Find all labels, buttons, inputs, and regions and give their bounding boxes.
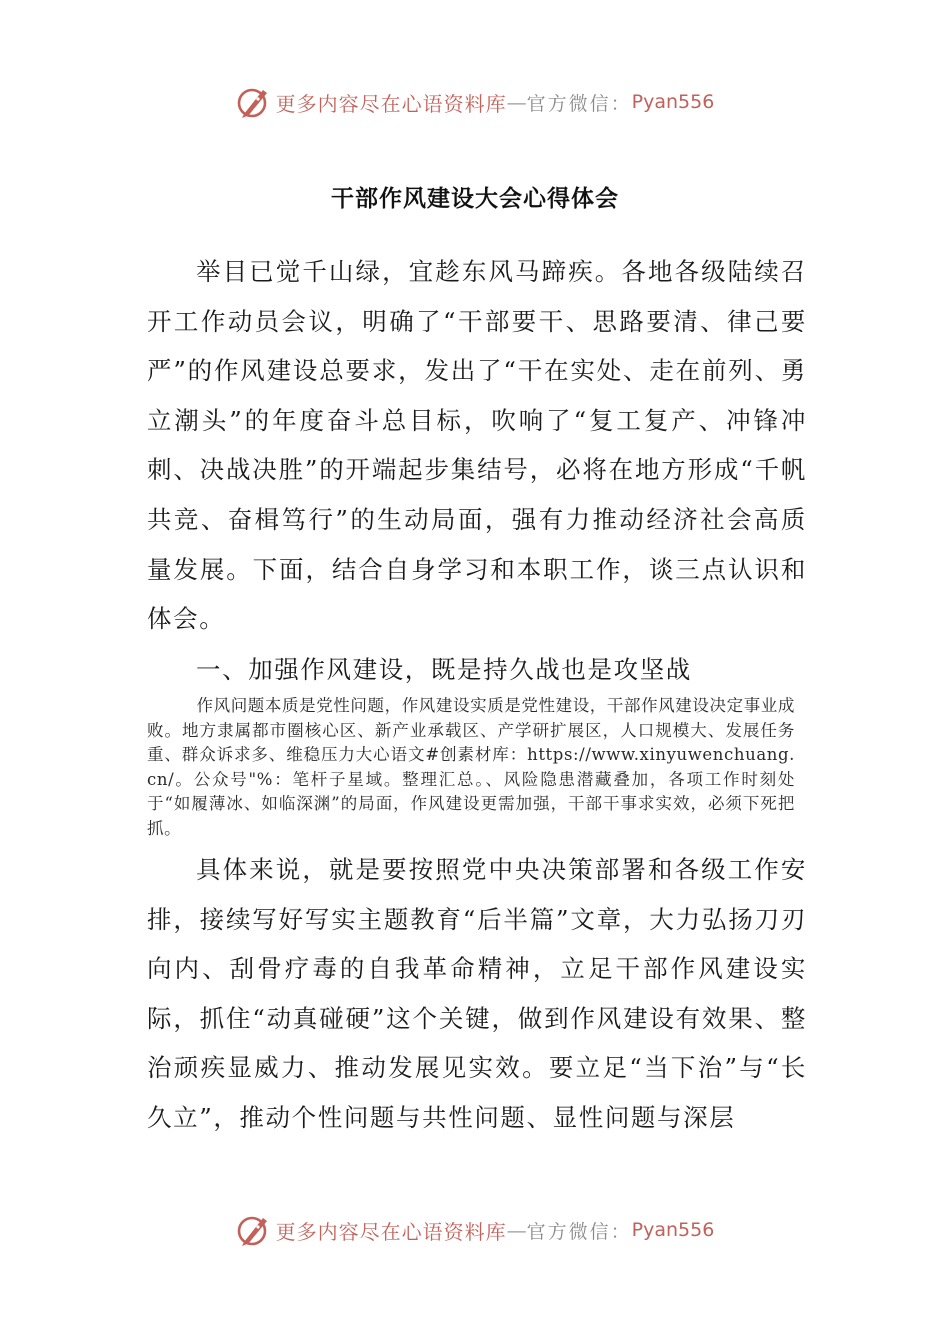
pen-nib-circle-icon: [236, 1212, 272, 1248]
body-paragraph: 具体来说，就是要按照党中央决策部署和各级工作安排，接续写好写实主题教育“后半篇”文章，大力弘扬刀刃向内、刮骨疗毒的自我革命精神，立足干部作风建设实际，抓住“动真碰硬”这个关键，做到作风建设有效果、整治顽疾显威力、推动发展见实效。要立足“当下治”与“长久立”，推动个性问题与共性问题、显性问题与深层: [147, 855, 807, 1132]
pen-nib-circle-icon: [236, 84, 272, 120]
document-title: 干部作风建设大会心得体会: [331, 186, 619, 212]
banner-wechat-label: 官方微信：: [526, 1220, 632, 1243]
body-paragraph-small: 作风问题本质是党性问题，作风建设实质是党性建设，干部作风建设决定事业成败。地方隶属都市圈核心区、新产业承载区、产学研扩展区，人口规模大、发展任务重、群众诉求多、维稳压力大心语文#创素材库：https://www.xinyuwenchuang.cn/。公众号"%：笔杆子星域。整理汇总。、风险隐患潜藏叠加，各项工作时刻处于“如履薄冰、如临深渊”的局面，作风建设更需加强，干部干事求实效，必须下死把抓。: [147, 696, 795, 838]
banner-text: 更多内容尽在心语资料库: [275, 91, 507, 116]
banner-wechat-id: Pyan556: [631, 91, 715, 113]
banner-wechat-label: 官方微信：: [526, 92, 632, 115]
section-heading: 一、加强作风建设，既是持久战也是攻坚战: [196, 655, 692, 684]
footer-watermark-banner: [0, 1208, 950, 1252]
header-watermark-banner: [0, 80, 950, 124]
banner-separator: —: [506, 1218, 527, 1242]
banner-wechat-id: Pyan556: [631, 1219, 715, 1241]
body-paragraph: 举目已觉千山绿，宜趁东风马蹄疾。各地各级陆续召开工作动员会议，明确了“干部要干、思路要清、律己要严”的作风建设总要求，发出了“干在实处、走在前列、勇立潮头”的年度奋斗总目标，吹响了“复工复产、冲锋冲刺、决战决胜”的开端起步集结号，必将在地方形成“千帆共竞、奋楫笃行”的生动局面，强有力推动经济社会高质量发展。下面，结合自身学习和本职工作，谈三点认识和体会。: [147, 257, 807, 634]
banner-separator: —: [506, 90, 527, 114]
banner-text: 更多内容尽在心语资料库: [275, 1219, 507, 1244]
